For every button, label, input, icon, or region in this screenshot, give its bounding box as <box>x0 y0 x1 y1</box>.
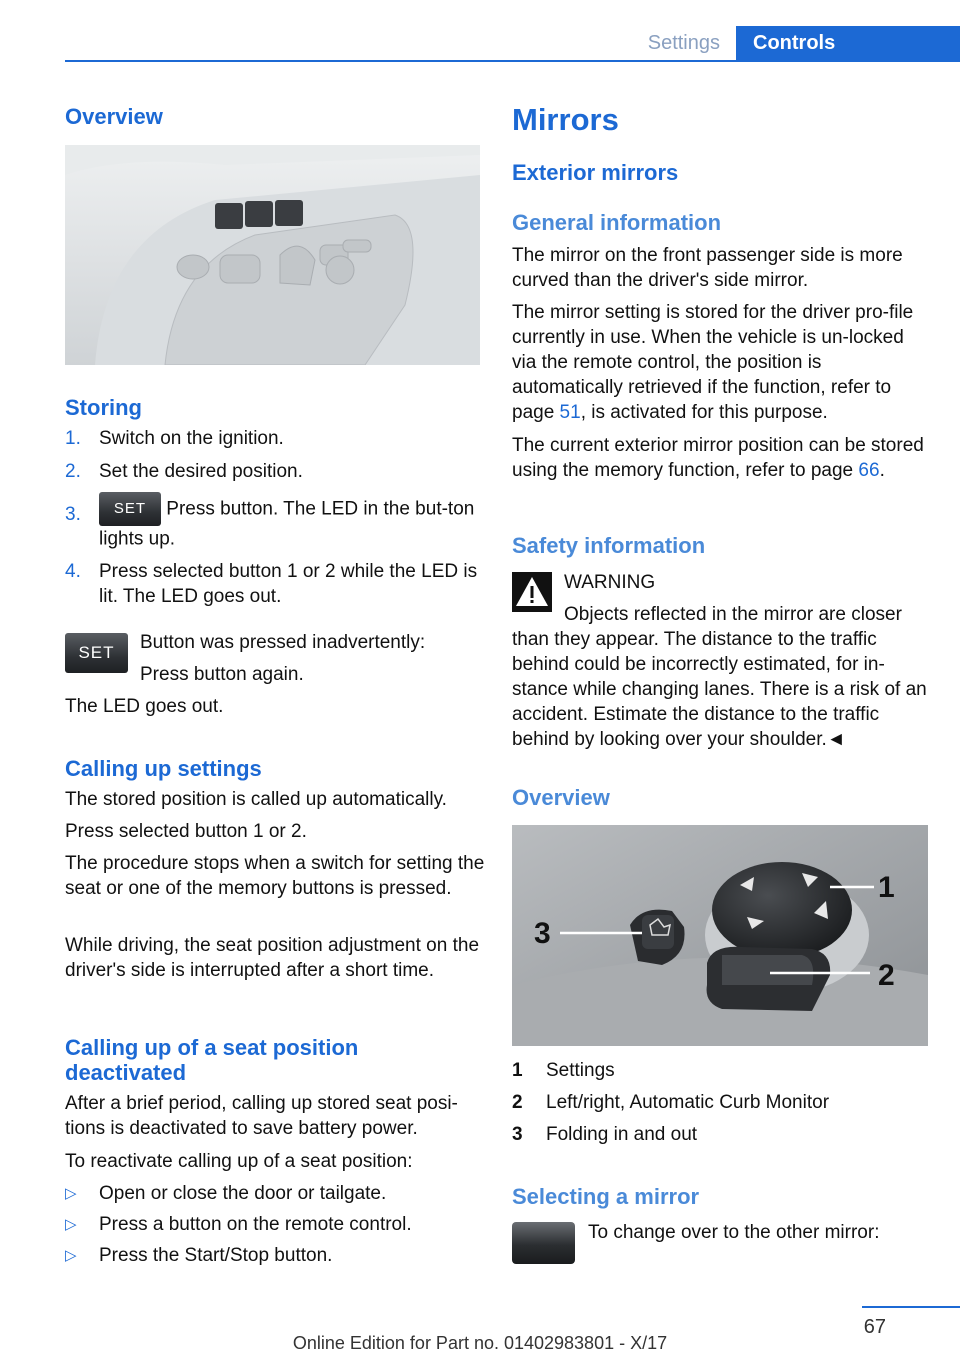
exterior-mirrors-heading: Exterior mirrors <box>512 160 679 185</box>
legend-item: 3 Folding in and out <box>512 1124 698 1145</box>
page-link-51[interactable]: 51 <box>559 402 581 423</box>
set-button-icon: SET <box>99 492 161 526</box>
inadvertent-text-1: Button was pressed inadvertently: <box>140 632 426 653</box>
warning-icon <box>512 572 552 612</box>
calling-p1: The stored position is called up automatically. <box>65 789 447 810</box>
triangle-bullet-icon: ▷ <box>65 1185 77 1202</box>
mirror-overview-heading: Overview <box>512 785 610 810</box>
callout-2: 2 <box>878 959 895 992</box>
page-number: 67 <box>863 1316 886 1338</box>
deactivated-p2: To reactivate calling up of a seat position: <box>65 1151 413 1172</box>
storing-heading: Storing <box>65 395 142 420</box>
mirror-selector-icon <box>512 1222 575 1264</box>
warning-label: WARNING <box>564 572 656 593</box>
triangle-bullet-icon: ▷ <box>65 1247 77 1264</box>
legend-item: 1 Settings <box>512 1060 615 1081</box>
selecting-mirror-heading: Selecting a mirror <box>512 1184 700 1209</box>
led-out-text: The LED goes out. <box>65 696 224 717</box>
general-p3: The current exterior mirror position can be stored using the memory function, refer to page 66. <box>512 435 924 481</box>
calling-p4: While driving, the seat position adjustment on the driver's side is interrupted after a short time. <box>65 935 480 981</box>
list-item: ▷ Press the Start/Stop button. <box>65 1245 333 1266</box>
mirror-legend <box>512 1058 932 1154</box>
inadvertent-text-2: Press button again. <box>140 664 304 685</box>
callout-3: 3 <box>534 917 551 950</box>
calling-p2: Press selected button 1 or 2. <box>65 821 307 842</box>
safety-heading: Safety information <box>512 533 706 558</box>
page-number-rule <box>862 1306 960 1308</box>
list-item: ▷ Press a button on the remote control. <box>65 1214 412 1235</box>
footer-edition: Online Edition for Part no. 01402983801 - X/17 <box>292 1333 668 1353</box>
general-p2: The mirror setting is stored for the driver pro-file currently in use. When the vehicle is un-locked via the remote control, the position is automatically retrieved if the function, refer to page 51, is activated for this purpose. <box>512 302 914 423</box>
mirrors-title: Mirrors <box>512 102 619 137</box>
step-4: 4. Press selected button 1 or 2 while the LED is lit. The LED goes out. <box>65 561 478 608</box>
page-link-66[interactable]: 66 <box>858 460 880 481</box>
mirror-controls-image <box>512 825 928 1046</box>
step-1: 1. Switch on the ignition. <box>65 428 284 449</box>
reactivate-list <box>65 1181 485 1268</box>
list-item: ▷ Open or close the door or tailgate. <box>65 1183 387 1204</box>
header-rule <box>65 60 960 62</box>
callout-1: 1 <box>878 871 895 904</box>
set-button-icon-large: SET <box>65 633 128 673</box>
header-section-label: Settings <box>647 32 720 54</box>
step-3: 3. SET Press button. The LED in the but-ton lights up. <box>65 492 485 551</box>
legend-item: 2 Left/right, Automatic Curb Monitor <box>512 1092 830 1113</box>
left-overview-heading: Overview <box>65 104 163 129</box>
header-chapter-tab: Controls <box>736 26 960 60</box>
warning-text-1: Objects reflected in the mirror are closer <box>564 604 902 625</box>
step-2: 2. Set the desired position. <box>65 461 303 482</box>
deactivated-heading: Calling up of a seat position deactivated <box>65 1035 359 1085</box>
warning-text-2: than they appear. The distance to the traffic behind could be incorrectly estimated, for in-stance while changing lanes. There is a risk of an accident. Estimate the distance to the traffic behind by looking over your shoulder.◄ <box>512 629 927 750</box>
general-p1: The mirror on the front passenger side is more curved than the driver's side mirror. <box>512 245 903 291</box>
calling-heading: Calling up settings <box>65 756 262 781</box>
general-info-heading: General information <box>512 210 722 235</box>
triangle-bullet-icon: ▷ <box>65 1216 77 1233</box>
storing-steps <box>65 426 485 609</box>
calling-p3: The procedure stops when a switch for setting the seat or one of the memory buttons is pressed. <box>65 853 485 899</box>
seat-memory-panel-image <box>65 145 480 365</box>
deactivated-p1: After a brief period, calling up stored seat posi-tions is deactivated to save battery power. <box>65 1093 458 1139</box>
selecting-text: To change over to the other mirror: <box>588 1222 880 1243</box>
